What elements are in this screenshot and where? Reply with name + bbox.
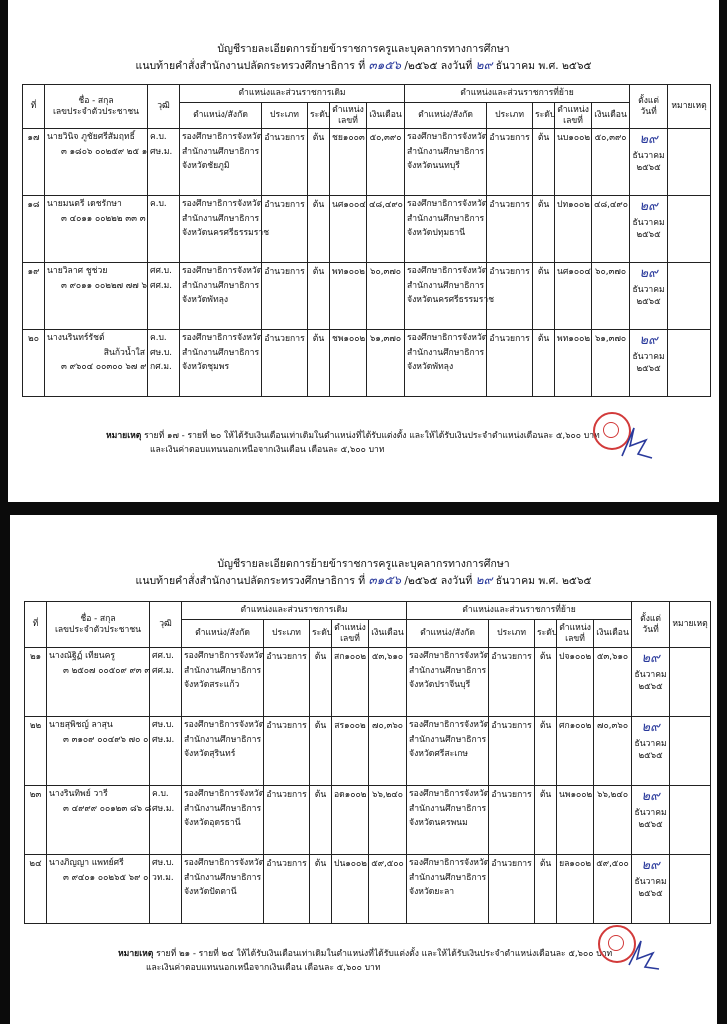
cell-remark bbox=[668, 196, 711, 263]
cell-date: ๒๙ ธันวาคม ๒๕๖๕ bbox=[632, 648, 670, 717]
cell-new-posno: นบ๑๐๐๒ bbox=[555, 129, 592, 196]
cell-new-position: รองศึกษาธิการจังหวัด สำนักงานศึกษาธิการ จังหวัดศรีสะเกษ bbox=[407, 717, 489, 786]
col-old-level: ระดับ bbox=[308, 103, 330, 129]
cell-name: นายสุพิชญ์ ลาสุน ๓ ๓๑๐๙ ๐๐๔๙๖ ๗๐ ๐ bbox=[47, 717, 150, 786]
cell-new-level: ต้น bbox=[535, 855, 557, 924]
signature-mark bbox=[616, 420, 656, 464]
cell-degree: ศศ.บ. ศศ.ม. bbox=[150, 648, 182, 717]
cell-old-position: รองศึกษาธิการจังหวัด สำนักงานศึกษาธิการ จังหวัดสุรินทร์ bbox=[182, 717, 264, 786]
cell-old-salary: ๕๐,๓๙๐ bbox=[367, 129, 405, 196]
cell-old-posno: ชย๑๐๐๓ bbox=[330, 129, 367, 196]
cell-old-type: อำนวยการ bbox=[264, 717, 310, 786]
cell-new-type: อำนวยการ bbox=[487, 263, 533, 330]
col-old-type: ประเภท bbox=[264, 620, 310, 648]
cell-new-posno: พท๑๐๐๒ bbox=[555, 330, 592, 397]
cell-old-salary: ๕๓,๖๑๐ bbox=[369, 648, 407, 717]
subtitle-mid: /๒๕๖๕ ลงวันที่ bbox=[404, 575, 473, 587]
col-no: ที่ bbox=[25, 602, 47, 648]
cell-old-level: ต้น bbox=[308, 196, 330, 263]
cell-new-type: อำนวยการ bbox=[487, 196, 533, 263]
cell-new-salary: ๕๓,๖๑๐ bbox=[594, 648, 632, 717]
col-old-salary: เงินเดือน bbox=[369, 620, 407, 648]
note-label: หมายเหตุ bbox=[118, 949, 154, 959]
cell-old-type: อำนวยการ bbox=[264, 648, 310, 717]
order-day: ๒๙ bbox=[475, 573, 493, 587]
cell-no: ๒๐ bbox=[23, 330, 45, 397]
order-number: ๓๑๕๖ bbox=[368, 58, 402, 72]
cell-no: ๒๑ bbox=[25, 648, 47, 717]
cell-name: นางรินทิพย์ วารี ๓ ๔๙๙๙ ๐๐๑๒๓ ๘๖ ๘ bbox=[47, 786, 150, 855]
remark-note bbox=[106, 430, 606, 458]
cell-old-salary: ๕๙,๕๐๐ bbox=[369, 855, 407, 924]
cell-old-posno: อด๑๐๐๒ bbox=[332, 786, 369, 855]
transfer-table bbox=[22, 84, 711, 397]
cell-name: นายวินิจ ภูชัยศรีสัมฤทธิ์ ๓ ๑๘๐๖ ๐๐๒๕๙ ๒๕ ๑ bbox=[45, 129, 148, 196]
cell-old-posno: ปน๑๐๐๒ bbox=[332, 855, 369, 924]
page-title: บัญชีรายละเอียดการย้ายข้าราชการครูและบุคลากรทางการศึกษา bbox=[217, 558, 510, 570]
cell-new-type: อำนวยการ bbox=[489, 786, 535, 855]
cell-old-salary: ๖๑,๓๗๐ bbox=[367, 330, 405, 397]
page-title: บัญชีรายละเอียดการย้ายข้าราชการครูและบุคลากรทางการศึกษา bbox=[217, 43, 510, 55]
col-old-level: ระดับ bbox=[310, 620, 332, 648]
cell-new-position: รองศึกษาธิการจังหวัด สำนักงานศึกษาธิการ จังหวัดปทุมธานี bbox=[405, 196, 487, 263]
cell-no: ๑๙ bbox=[23, 263, 45, 330]
cell-new-position: รองศึกษาธิการจังหวัด สำนักงานศึกษาธิการ จังหวัดนครศรีธรรมราช bbox=[405, 263, 487, 330]
cell-new-posno: นพ๑๐๐๒ bbox=[557, 786, 594, 855]
cell-old-type: อำนวยการ bbox=[262, 129, 308, 196]
col-since: ตั้งแต่ วันที่ bbox=[630, 85, 668, 129]
col-name: ชื่อ - สกุล เลขประจำตัวประชาชน bbox=[45, 85, 148, 129]
col-new-level: ระดับ bbox=[533, 103, 555, 129]
table-row bbox=[23, 196, 711, 263]
col-new-salary: เงินเดือน bbox=[592, 103, 630, 129]
cell-new-level: ต้น bbox=[535, 648, 557, 717]
cell-old-level: ต้น bbox=[310, 786, 332, 855]
col-since: ตั้งแต่ วันที่ bbox=[632, 602, 670, 648]
cell-no: ๒๓ bbox=[25, 786, 47, 855]
cell-new-salary: ๕๐,๓๙๐ bbox=[592, 129, 630, 196]
cell-new-salary: ๔๘,๔๙๐ bbox=[592, 196, 630, 263]
cell-name: นางนรินทร์รัชต์ สินก้วน้ำใส ๓ ๙๖๐๔ ๐๐๓๐๐ ๖๗ ๙ bbox=[45, 330, 148, 397]
note-line-1: รายที่ ๒๑ - รายที่ ๒๔ ให้ได้รับเงินเดือนเท่าเดิมในตำแหน่งที่ได้รับแต่งตั้ง และให้ได้รับเงินประจำตำแหน่งเดือนละ ๕,๖๐๐ บาท bbox=[156, 949, 613, 959]
cell-degree: ค.บ. bbox=[148, 196, 180, 263]
cell-new-salary: ๕๙,๕๐๐ bbox=[594, 855, 632, 924]
cell-new-posno: นศ๑๐๐๔ bbox=[555, 263, 592, 330]
cell-date: ๒๙ ธันวาคม ๒๕๖๕ bbox=[630, 196, 668, 263]
cell-no: ๒๒ bbox=[25, 717, 47, 786]
col-old-salary: เงินเดือน bbox=[367, 103, 405, 129]
cell-new-position: รองศึกษาธิการจังหวัด สำนักงานศึกษาธิการ จังหวัดยะลา bbox=[407, 855, 489, 924]
cell-new-type: อำนวยการ bbox=[489, 855, 535, 924]
cell-date: ๒๙ ธันวาคม ๒๕๖๕ bbox=[630, 330, 668, 397]
cell-new-level: ต้น bbox=[535, 717, 557, 786]
cell-new-position: รองศึกษาธิการจังหวัด สำนักงานศึกษาธิการ จังหวัดนนทบุรี bbox=[405, 129, 487, 196]
col-degree: วุฒิ bbox=[150, 602, 182, 648]
cell-date: ๒๙ ธันวาคม ๒๕๖๕ bbox=[632, 855, 670, 924]
cell-new-salary: ๖๖,๒๔๐ bbox=[594, 786, 632, 855]
cell-old-level: ต้น bbox=[310, 717, 332, 786]
cell-old-position: รองศึกษาธิการจังหวัด สำนักงานศึกษาธิการ จังหวัดชุมพร bbox=[180, 330, 262, 397]
table-row bbox=[25, 786, 711, 855]
cell-new-type: อำนวยการ bbox=[489, 717, 535, 786]
cell-remark bbox=[668, 129, 711, 196]
cell-new-level: ต้น bbox=[533, 263, 555, 330]
cell-old-position: รองศึกษาธิการจังหวัด สำนักงานศึกษาธิการ จังหวัดปัตตานี bbox=[182, 855, 264, 924]
document-page-2 bbox=[10, 515, 717, 1024]
subtitle-suffix: ธันวาคม พ.ศ. ๒๕๖๕ bbox=[495, 575, 592, 587]
note-line-2: และเงินค่าตอบแทนนอกเหนือจากเงินเดือน เดือนละ ๕,๖๐๐ บาท bbox=[146, 962, 381, 973]
order-day: ๒๙ bbox=[475, 58, 493, 72]
cell-new-level: ต้น bbox=[535, 786, 557, 855]
col-new-type: ประเภท bbox=[487, 103, 533, 129]
table-row bbox=[25, 717, 711, 786]
cell-degree: ค.บ. ศษ.ม. bbox=[148, 129, 180, 196]
cell-new-type: อำนวยการ bbox=[487, 330, 533, 397]
col-new-posno: ตำแหน่ง เลขที่ bbox=[557, 620, 594, 648]
table-row bbox=[23, 129, 711, 196]
col-no: ที่ bbox=[23, 85, 45, 129]
cell-degree: ค.บ. ศษ.ม. bbox=[150, 786, 182, 855]
cell-date: ๒๙ ธันวาคม ๒๕๖๕ bbox=[630, 263, 668, 330]
cell-remark bbox=[670, 648, 711, 717]
cell-new-salary: ๗๐,๓๖๐ bbox=[594, 717, 632, 786]
col-old-position: ตำแหน่ง/สังกัด bbox=[180, 103, 262, 129]
col-new-group: ตำแหน่งและส่วนราชการที่ย้าย bbox=[407, 602, 632, 620]
cell-old-type: อำนวยการ bbox=[262, 330, 308, 397]
cell-old-posno: ชพ๑๐๐๒ bbox=[330, 330, 367, 397]
col-remark: หมายเหตุ bbox=[670, 602, 711, 648]
cell-old-position: รองศึกษาธิการจังหวัด สำนักงานศึกษาธิการ จังหวัดสระแก้ว bbox=[182, 648, 264, 717]
cell-new-position: รองศึกษาธิการจังหวัด สำนักงานศึกษาธิการ จังหวัดพัทลุง bbox=[405, 330, 487, 397]
transfer-table bbox=[24, 601, 711, 924]
cell-old-posno: สก๑๐๐๒ bbox=[332, 648, 369, 717]
col-new-level: ระดับ bbox=[535, 620, 557, 648]
col-degree: วุฒิ bbox=[148, 85, 180, 129]
table-body bbox=[25, 648, 711, 924]
cell-new-posno: ปจ๑๐๐๒ bbox=[557, 648, 594, 717]
cell-new-level: ต้น bbox=[533, 196, 555, 263]
cell-old-salary: ๖๖,๒๔๐ bbox=[369, 786, 407, 855]
signature-mark bbox=[625, 935, 665, 975]
col-old-group: ตำแหน่งและส่วนราชการเดิม bbox=[182, 602, 407, 620]
col-remark: หมายเหตุ bbox=[668, 85, 711, 129]
col-new-group: ตำแหน่งและส่วนราชการที่ย้าย bbox=[405, 85, 630, 103]
cell-name: นางภิญญา แพทย์ศรี ๓ ๙๔๐๑ ๐๐๒๖๕ ๖๙ ๐ bbox=[47, 855, 150, 924]
col-new-type: ประเภท bbox=[489, 620, 535, 648]
cell-old-posno: นศ๑๐๐๔ bbox=[330, 196, 367, 263]
cell-name: นางณัฐิฏ์ เทียนครู ๓ ๒๕๐๗ ๐๐๕๐๙ ๙๓ ๓ bbox=[47, 648, 150, 717]
cell-no: ๒๔ bbox=[25, 855, 47, 924]
cell-new-salary: ๖๐,๓๗๐ bbox=[592, 263, 630, 330]
col-old-position: ตำแหน่ง/สังกัด bbox=[182, 620, 264, 648]
cell-remark bbox=[668, 330, 711, 397]
cell-date: ๒๙ ธันวาคม ๒๕๖๕ bbox=[632, 717, 670, 786]
cell-old-position: รองศึกษาธิการจังหวัด สำนักงานศึกษาธิการ จังหวัดชัยภูมิ bbox=[180, 129, 262, 196]
subtitle-prefix: แนบท้ายคำสั่งสำนักงานปลัดกระทรวงศึกษาธิการ ที่ bbox=[135, 60, 366, 72]
cell-old-level: ต้น bbox=[308, 330, 330, 397]
cell-no: ๑๘ bbox=[23, 196, 45, 263]
cell-date: ๒๙ ธันวาคม ๒๕๖๕ bbox=[630, 129, 668, 196]
cell-degree: ศศ.บ. ศศ.ม. bbox=[148, 263, 180, 330]
cell-new-position: รองศึกษาธิการจังหวัด สำนักงานศึกษาธิการ จังหวัดนครพนม bbox=[407, 786, 489, 855]
note-line-1: รายที่ ๑๗ - รายที่ ๒๐ ให้ได้รับเงินเดือนเท่าเดิมในตำแหน่งที่ได้รับแต่งตั้ง และให้ได้รับเงินประจำตำแหน่งเดือนละ ๕,๖๐๐ บาท bbox=[144, 431, 600, 441]
cell-old-salary: ๖๐,๓๗๐ bbox=[367, 263, 405, 330]
note-label: หมายเหตุ bbox=[106, 431, 142, 441]
cell-no: ๑๗ bbox=[23, 129, 45, 196]
cell-new-posno: ศก๑๐๐๒ bbox=[557, 717, 594, 786]
cell-old-level: ต้น bbox=[310, 855, 332, 924]
cell-new-level: ต้น bbox=[533, 330, 555, 397]
cell-new-posno: ปท๑๐๐๒ bbox=[555, 196, 592, 263]
cell-old-posno: สร๑๐๐๒ bbox=[332, 717, 369, 786]
cell-name: นายมนตรี เดชรักษา ๓ ๔๐๑๑ ๐๐๒๒๒ ๓๓ ๓ bbox=[45, 196, 148, 263]
col-name: ชื่อ - สกุล เลขประจำตัวประชาชน bbox=[47, 602, 150, 648]
table-row bbox=[25, 648, 711, 717]
cell-old-position: รองศึกษาธิการจังหวัด สำนักงานศึกษาธิการ จังหวัดนครศรีธรรมราช bbox=[180, 196, 262, 263]
document-page-1 bbox=[8, 0, 719, 502]
cell-old-level: ต้น bbox=[308, 129, 330, 196]
cell-remark bbox=[670, 855, 711, 924]
subtitle-prefix: แนบท้ายคำสั่งสำนักงานปลัดกระทรวงศึกษาธิการ ที่ bbox=[135, 575, 366, 587]
cell-new-level: ต้น bbox=[533, 129, 555, 196]
order-number: ๓๑๕๖ bbox=[368, 573, 402, 587]
cell-new-type: อำนวยการ bbox=[487, 129, 533, 196]
cell-old-level: ต้น bbox=[308, 263, 330, 330]
cell-old-type: อำนวยการ bbox=[264, 855, 310, 924]
col-old-type: ประเภท bbox=[262, 103, 308, 129]
col-new-position: ตำแหน่ง/สังกัด bbox=[407, 620, 489, 648]
subtitle-suffix: ธันวาคม พ.ศ. ๒๕๖๕ bbox=[495, 60, 592, 72]
note-line-2: และเงินค่าตอบแทนนอกเหนือจากเงินเดือน เดือนละ ๕,๖๐๐ บาท bbox=[150, 444, 385, 455]
cell-old-posno: พท๑๐๐๒ bbox=[330, 263, 367, 330]
cell-new-position: รองศึกษาธิการจังหวัด สำนักงานศึกษาธิการ จังหวัดปราจีนบุรี bbox=[407, 648, 489, 717]
cell-old-type: อำนวยการ bbox=[262, 263, 308, 330]
cell-old-type: อำนวยการ bbox=[264, 786, 310, 855]
col-new-salary: เงินเดือน bbox=[594, 620, 632, 648]
page-subtitle bbox=[10, 571, 717, 590]
cell-date: ๒๙ ธันวาคม ๒๕๖๕ bbox=[632, 786, 670, 855]
cell-degree: ศษ.บ. ศษ.ม. bbox=[150, 717, 182, 786]
cell-new-salary: ๖๑,๓๗๐ bbox=[592, 330, 630, 397]
col-old-posno: ตำแหน่ง เลขที่ bbox=[332, 620, 369, 648]
subtitle-mid: /๒๕๖๕ ลงวันที่ bbox=[404, 60, 473, 72]
cell-new-type: อำนวยการ bbox=[489, 648, 535, 717]
table-body bbox=[23, 129, 711, 397]
table-row bbox=[25, 855, 711, 924]
remark-note bbox=[118, 948, 618, 976]
table-row bbox=[23, 263, 711, 330]
cell-remark bbox=[668, 263, 711, 330]
cell-remark bbox=[670, 717, 711, 786]
cell-old-type: อำนวยการ bbox=[262, 196, 308, 263]
cell-degree: ศษ.บ. วท.ม. bbox=[150, 855, 182, 924]
cell-old-position: รองศึกษาธิการจังหวัด สำนักงานศึกษาธิการ จังหวัดอุดรธานี bbox=[182, 786, 264, 855]
table-row bbox=[23, 330, 711, 397]
page-subtitle bbox=[8, 56, 719, 75]
cell-old-salary: ๗๐,๓๖๐ bbox=[369, 717, 407, 786]
cell-old-level: ต้น bbox=[310, 648, 332, 717]
cell-old-position: รองศึกษาธิการจังหวัด สำนักงานศึกษาธิการ จังหวัดพัทลุง bbox=[180, 263, 262, 330]
col-old-posno: ตำแหน่ง เลขที่ bbox=[330, 103, 367, 129]
cell-remark bbox=[670, 786, 711, 855]
cell-old-salary: ๔๘,๔๙๐ bbox=[367, 196, 405, 263]
cell-degree: ค.บ. ศษ.บ. กศ.ม. bbox=[148, 330, 180, 397]
cell-name: นายวิลาศ ชูช่วย ๓ ๙๐๑๑ ๐๐๒๒๗ ๗๗ ๖ bbox=[45, 263, 148, 330]
col-new-posno: ตำแหน่ง เลขที่ bbox=[555, 103, 592, 129]
col-old-group: ตำแหน่งและส่วนราชการเดิม bbox=[180, 85, 405, 103]
col-new-position: ตำแหน่ง/สังกัด bbox=[405, 103, 487, 129]
cell-new-posno: ยล๑๐๐๒ bbox=[557, 855, 594, 924]
